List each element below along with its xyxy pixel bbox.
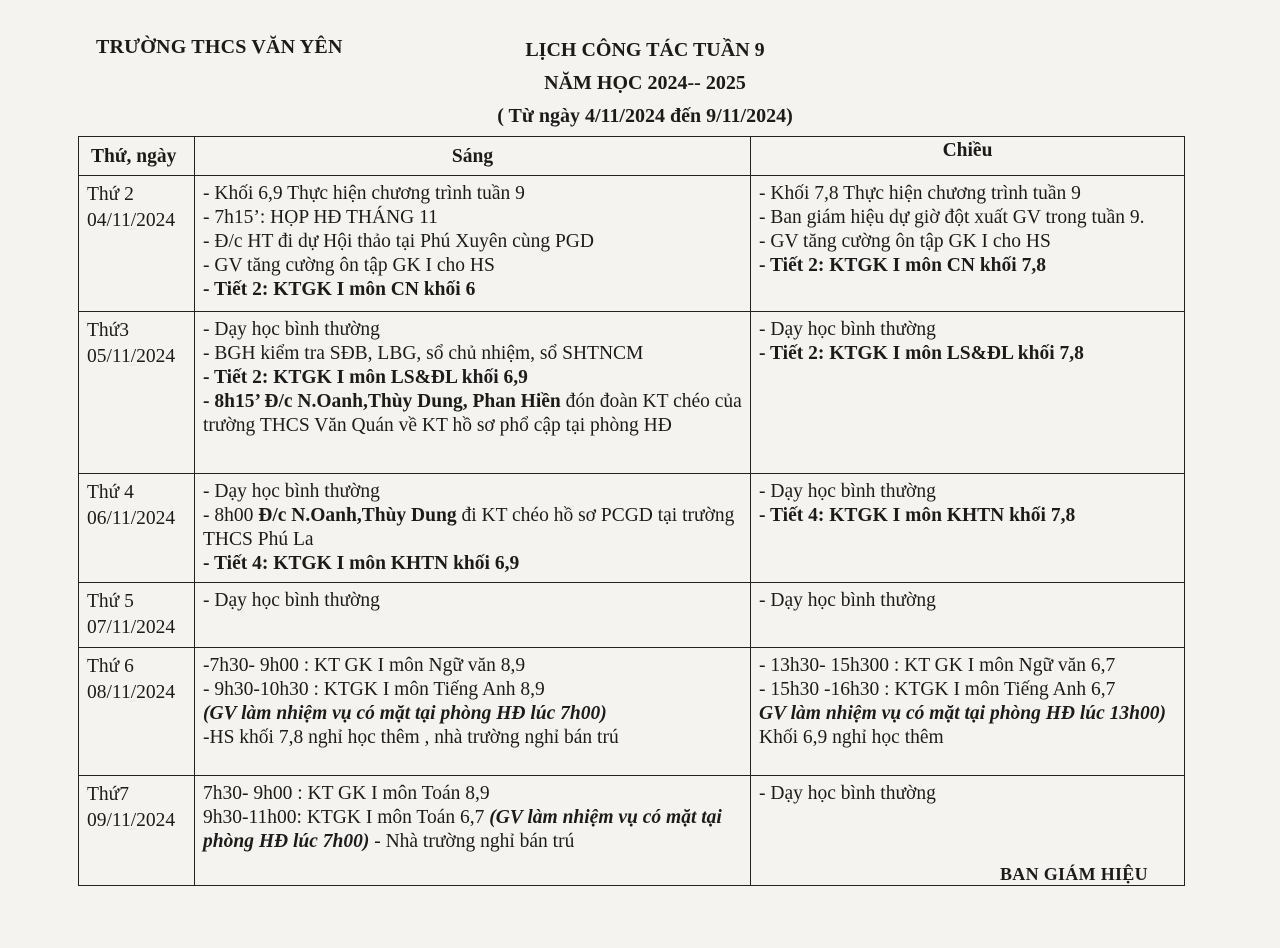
list-item: - Ban giám hiệu dự giờ đột xuất GV trong tuần 9. [759, 207, 1145, 228]
list-item: -7h30- 9h00 : KT GK I môn Ngữ văn 8,9 [203, 655, 526, 676]
day-cell [79, 474, 195, 583]
list-item: - 15h30 -16h30 : KTGK I môn Tiếng Anh 6,7 [759, 679, 1116, 700]
list-item: 7h30- 9h00 : KT GK I môn Toán 8,9 [203, 783, 490, 804]
morning-cell [195, 176, 751, 312]
item-text: đón đoàn KT chéo của trường THCS Văn Quán về KT hồ sơ phổ cập tại phòng HĐ [203, 391, 742, 436]
list-item: - 9h30-10h30 : KTGK I môn Tiếng Anh 8,9 [203, 679, 545, 700]
list-item: Khối 6,9 nghỉ học thêm [759, 727, 944, 748]
list-item: - Tiết 2: KTGK I môn LS&ĐL khối 7,8 [759, 343, 1084, 364]
schedule-table [78, 136, 1185, 886]
list-item: - GV tăng cường ôn tập GK I cho HS [759, 231, 1051, 252]
day-cell [79, 312, 195, 474]
list-item: - 13h30- 15h300 : KT GK I môn Ngữ văn 6,7 [759, 655, 1116, 676]
afternoon-cell [751, 474, 1185, 583]
list-item: - 7h15’: HỌP HĐ THÁNG 11 [203, 207, 438, 228]
item-names: Đ/c N.Oanh,Thùy Dung [258, 505, 457, 526]
day-label: Thứ 5 [87, 591, 134, 612]
day-date: 07/11/2024 [87, 617, 176, 638]
list-item: - Tiết 2: KTGK I môn CN khối 6 [203, 279, 476, 300]
item-names: Đ/c N.Oanh,Thùy Dung, Phan Hiền [264, 391, 561, 412]
day-cell [79, 176, 195, 312]
day-date: 09/11/2024 [87, 810, 176, 831]
day-label: Thứ 6 [87, 656, 134, 677]
list-item [203, 806, 742, 854]
list-item: - Tiết 4: KTGK I môn KHTN khối 6,9 [203, 553, 520, 574]
morning-cell [195, 474, 751, 583]
list-item: - GV tăng cường ôn tập GK I cho HS [203, 255, 495, 276]
list-item: - Tiết 2: KTGK I môn CN khối 7,8 [759, 255, 1046, 276]
list-item: - Tiết 4: KTGK I môn KHTN khối 7,8 [759, 505, 1076, 526]
day-label: Thứ7 [87, 784, 129, 805]
table-header-row [79, 137, 1185, 176]
day-date: 05/11/2024 [87, 346, 176, 367]
school-year: NĂM HỌC 2024-- 2025 [544, 72, 746, 94]
list-item: - Tiết 2: KTGK I môn LS&ĐL khối 6,9 [203, 367, 528, 388]
title-block [430, 34, 860, 133]
day-label: Thứ 4 [87, 482, 134, 503]
list-item [203, 504, 742, 552]
afternoon-cell [751, 176, 1185, 312]
day-cell [79, 583, 195, 648]
morning-cell [195, 648, 751, 776]
list-item: - Dạy học bình thường [759, 590, 936, 611]
list-item: - BGH kiểm tra SĐB, LBG, sổ chủ nhiệm, sổ SHTNCM [203, 343, 644, 364]
item-text: 9h30-11h00: KTGK I môn Toán 6,7 [203, 807, 490, 828]
table-row [79, 474, 1185, 583]
table-row [79, 648, 1185, 776]
afternoon-cell [751, 312, 1185, 474]
list-item [203, 390, 742, 438]
signature-label: BAN GIÁM HIỆU [1000, 864, 1148, 884]
header-morning: Sáng [195, 137, 751, 176]
afternoon-cell [751, 648, 1185, 776]
afternoon-cell [751, 583, 1185, 648]
item-note: (GV làm nhiệm vụ có mặt tại phòng HĐ lúc 7h00) [203, 807, 722, 852]
date-range: ( Từ ngày 4/11/2024 đến 9/11/2024) [497, 105, 793, 127]
item-text: - Nhà trường nghỉ bán trú [369, 831, 575, 852]
school-name: TRƯỜNG THCS VĂN YÊN [96, 36, 343, 58]
list-item: - Dạy học bình thường [759, 783, 936, 804]
header-afternoon: Chiều [751, 137, 1185, 176]
list-item: - Dạy học bình thường [759, 481, 936, 502]
list-item: - Đ/c HT đi dự Hội thảo tại Phú Xuyên cùng PGD [203, 231, 594, 252]
header-day: Thứ, ngày [79, 137, 195, 176]
morning-cell [195, 776, 751, 886]
list-item: - Dạy học bình thường [203, 590, 380, 611]
morning-cell [195, 312, 751, 474]
list-item: -HS khối 7,8 nghỉ học thêm , nhà trường nghỉ bán trú [203, 727, 619, 748]
day-date: 06/11/2024 [87, 508, 176, 529]
item-text: đi KT chéo hồ sơ PCGD tại trường THCS Phú La [203, 505, 735, 550]
list-item: - Khối 6,9 Thực hiện chương trình tuần 9 [203, 183, 525, 204]
table-row [79, 583, 1185, 648]
list-item: - Dạy học bình thường [203, 481, 380, 502]
list-item: - Khối 7,8 Thực hiện chương trình tuần 9 [759, 183, 1081, 204]
item-time: - 8h00 [203, 505, 259, 526]
list-item: - Dạy học bình thường [759, 319, 936, 340]
list-item: (GV làm nhiệm vụ có mặt tại phòng HĐ lúc 7h00) [203, 703, 607, 724]
table-row [79, 176, 1185, 312]
schedule-title: LỊCH CÔNG TÁC TUẦN 9 [525, 39, 765, 61]
table-row [79, 312, 1185, 474]
day-label: Thứ3 [87, 320, 129, 341]
day-cell [79, 776, 195, 886]
list-item: - Dạy học bình thường [203, 319, 380, 340]
morning-cell [195, 583, 751, 648]
day-date: 08/11/2024 [87, 682, 176, 703]
list-item: GV làm nhiệm vụ có mặt tại phòng HĐ lúc 13h00) [759, 703, 1167, 724]
day-cell [79, 648, 195, 776]
item-time: - 8h15’ [203, 391, 265, 412]
day-date: 04/11/2024 [87, 210, 176, 231]
day-label: Thứ 2 [87, 184, 134, 205]
